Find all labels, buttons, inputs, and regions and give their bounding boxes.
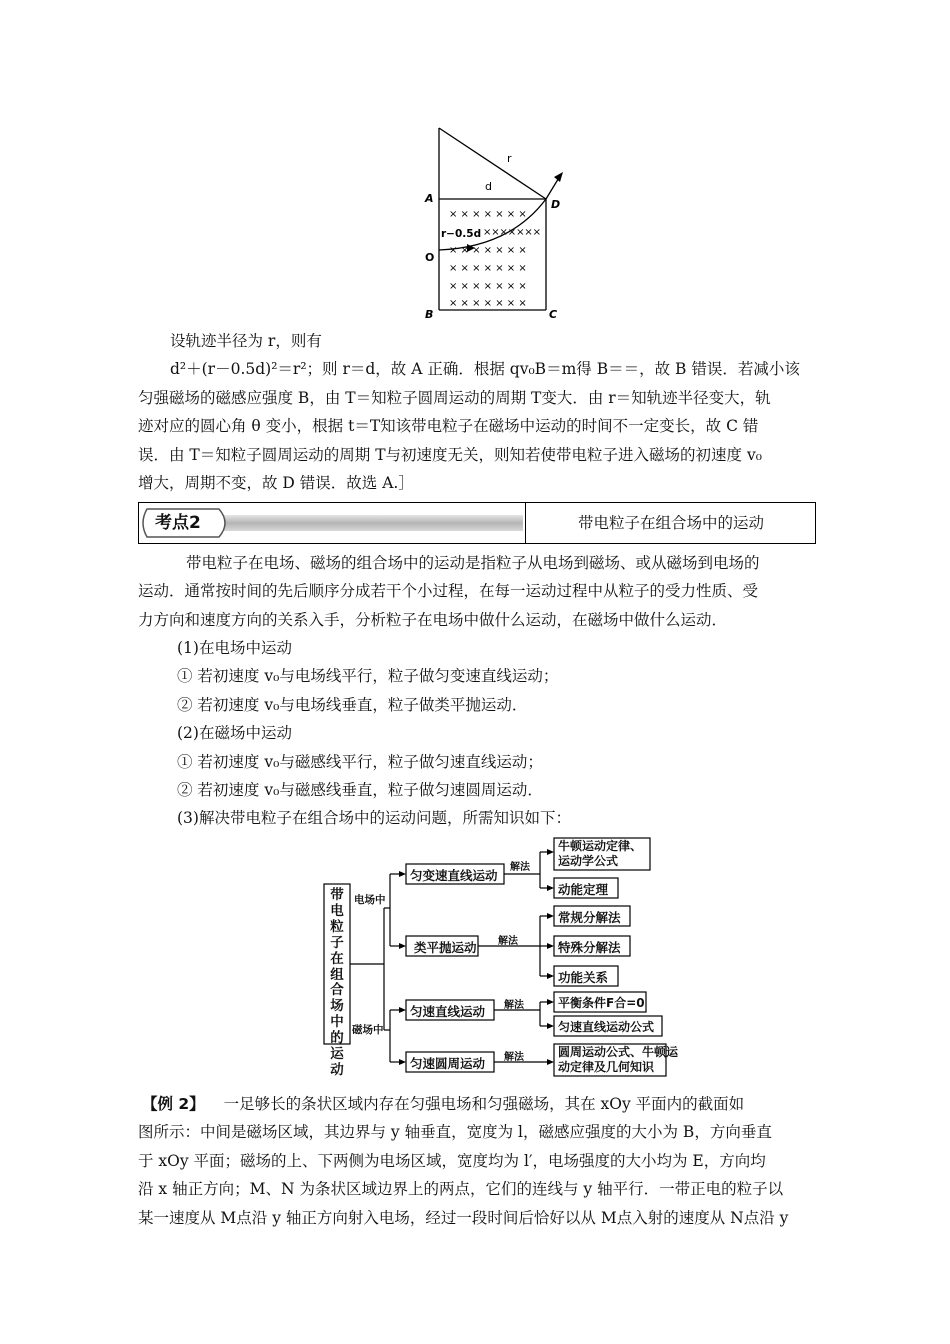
flow-balance: 平衡条件F合=0 [558, 996, 645, 1010]
flow-special: 特殊分解法 [558, 940, 621, 955]
flow-uniform-formula: 匀速直线运动公式 [558, 1020, 655, 1034]
body-paragraph-1: 带电粒子在电场、磁场的组合场中的运动是指粒子从电场到磁场、或从磁场到电场的 [186, 554, 760, 572]
kaodian-label: 考点2 [155, 513, 201, 533]
example-line-2: 图所示：中间是磁场区域，其边界与 y 轴垂直，宽度为 l，磁感应强度的大小为 B，方向垂直 [138, 1123, 772, 1141]
heading-electric: (1)在电场中运动 [177, 639, 292, 657]
solution-line-5: 误．由 T＝知粒子圆周运动的周期 T与初速度无关，则知若使带电粒子进入磁场的初速度 v₀ [138, 446, 762, 464]
example-line-5: 某一速度从 M点沿 y 轴正方向射入电场，经过一段时间后恰好以从 M点入射的速度从 N点沿 y [138, 1209, 789, 1227]
flow-decompose: 常规分解法 [558, 910, 621, 925]
example-line-1-text: 一足够长的条状区域内存在匀强电场和匀强磁场，其在 xOy 平面内的截面如 [223, 1095, 745, 1113]
flow-newton-line1: 牛顿运动定律、 [558, 839, 643, 853]
example-tag: 【例 2】 [142, 1095, 205, 1113]
solution-line-3: 匀强磁场的磁感应强度 B，由 T＝知粒子圆周运动的周期 T变大．由 r＝知轨迹半径变大，轨 [138, 389, 771, 407]
label-d-point: D [551, 198, 561, 211]
flow-electric-label: 电场中 [354, 894, 386, 906]
svg-text:× × × × × × ×: × × × × × × × [449, 209, 527, 220]
knowledge-flowchart [318, 836, 678, 1080]
electric-case-2: ② 若初速度 v₀与电场线垂直，粒子做类平抛运动． [177, 696, 528, 714]
label-r: r [507, 152, 512, 165]
magnetic-case-1: ① 若初速度 v₀与磁感线平行，粒子做匀速直线运动； [177, 753, 543, 771]
electric-case-1: ① 若初速度 v₀与电场线平行，粒子做匀变速直线运动； [177, 667, 559, 685]
svg-text:× × × × × × ×: × × × × × × × [449, 298, 527, 309]
magnetic-case-2: ② 若初速度 v₀与磁感线垂直，粒子做匀速圆周运动． [177, 781, 543, 799]
flow-projectile: 类平抛运动 [414, 940, 477, 955]
label-c: C [549, 308, 558, 320]
flow-uniform-accel: 匀变速直线运动 [410, 868, 498, 883]
label-o: O [425, 251, 435, 264]
flowchart-connectors [318, 836, 678, 1080]
flow-circular: 匀速圆周运动 [410, 1056, 486, 1071]
trajectory-arc [439, 199, 546, 250]
svg-text:× × × × × × ×: × × × × × × × [483, 227, 541, 238]
solution-line-4: 迹对应的圆心角 θ 变小，根据 t＝T知该带电粒子在磁场中运动的时间不一定变长，故 C 错 [138, 417, 759, 435]
kaodian-header [138, 502, 816, 544]
flow-work-energy: 功能关系 [558, 970, 609, 985]
heading-magnetic: (2)在磁场中运动 [177, 724, 292, 742]
flow-kinetic: 动能定理 [558, 882, 609, 897]
kaodian-label-area [139, 503, 525, 543]
svg-text:× × × × × × ×: × × × × × × × [449, 245, 527, 256]
solution-line-2: d²＋(r－0.5d)²＝r²；则 r＝d，故 A 正确．根据 qv₀B＝m得 B＝＝，故 B 错误．若减小该 [170, 360, 800, 378]
flow-method-1: 解法 [510, 862, 530, 873]
kaodian-title: 带电粒子在组合场中的运动 [525, 503, 816, 543]
flow-method-3: 解法 [504, 1000, 524, 1011]
magnetic-field-figure [415, 122, 575, 320]
flow-root: 带电粒子在组合场中的运动 [330, 887, 344, 1078]
example-line-3: 于 xOy 平面；磁场的上、下两侧为电场区域，宽度均为 l′，电场强度的大小均为 E，方向均 [138, 1152, 766, 1170]
flow-circ-line2: 动定律及几何知识 [558, 1060, 655, 1074]
flow-method-4: 解法 [504, 1052, 524, 1063]
body-paragraph-2: 运动．通常按时间的先后顺序分成若干个小过程，在每一运动过程中从粒子的受力性质、受 [138, 582, 759, 600]
flow-method-2: 解法 [498, 936, 518, 947]
radius-line [439, 128, 546, 199]
heading-knowledge: (3)解决带电粒子在组合场中的运动问题，所需知识如下： [177, 809, 571, 827]
label-d: d [485, 180, 492, 193]
flow-magnetic-label: 磁场中 [352, 1024, 384, 1036]
label-b: B [425, 308, 434, 320]
field-crosses [449, 209, 541, 309]
example-line-1 [142, 1094, 822, 1114]
flow-uniform-line: 匀速直线运动 [410, 1004, 486, 1019]
example-line-4: 沿 x 轴正方向；M、N 为条状区域边界上的两点，它们的连线与 y 轴平行．一带正电的粒子以 [138, 1180, 784, 1198]
solution-line-6: 增大，周期不变，故 D 错误．故选 A.］ [138, 474, 414, 492]
label-a: A [425, 192, 434, 205]
exit-arrow-head [554, 172, 563, 182]
svg-text:× × × × × × ×: × × × × × × × [449, 281, 527, 292]
body-paragraph-3: 力方向和速度方向的关系入手，分析粒子在电场中做什么运动，在磁场中做什么运动． [138, 611, 728, 629]
svg-text:× × × × × × ×: × × × × × × × [449, 263, 527, 274]
label-r-minus: r−0.5d [441, 228, 482, 240]
solution-line-1: 设轨迹半径为 r，则有 [170, 332, 322, 350]
flow-newton-line2: 运动学公式 [558, 854, 619, 868]
flow-circ-line1: 圆周运动公式、牛顿运 [558, 1045, 679, 1059]
